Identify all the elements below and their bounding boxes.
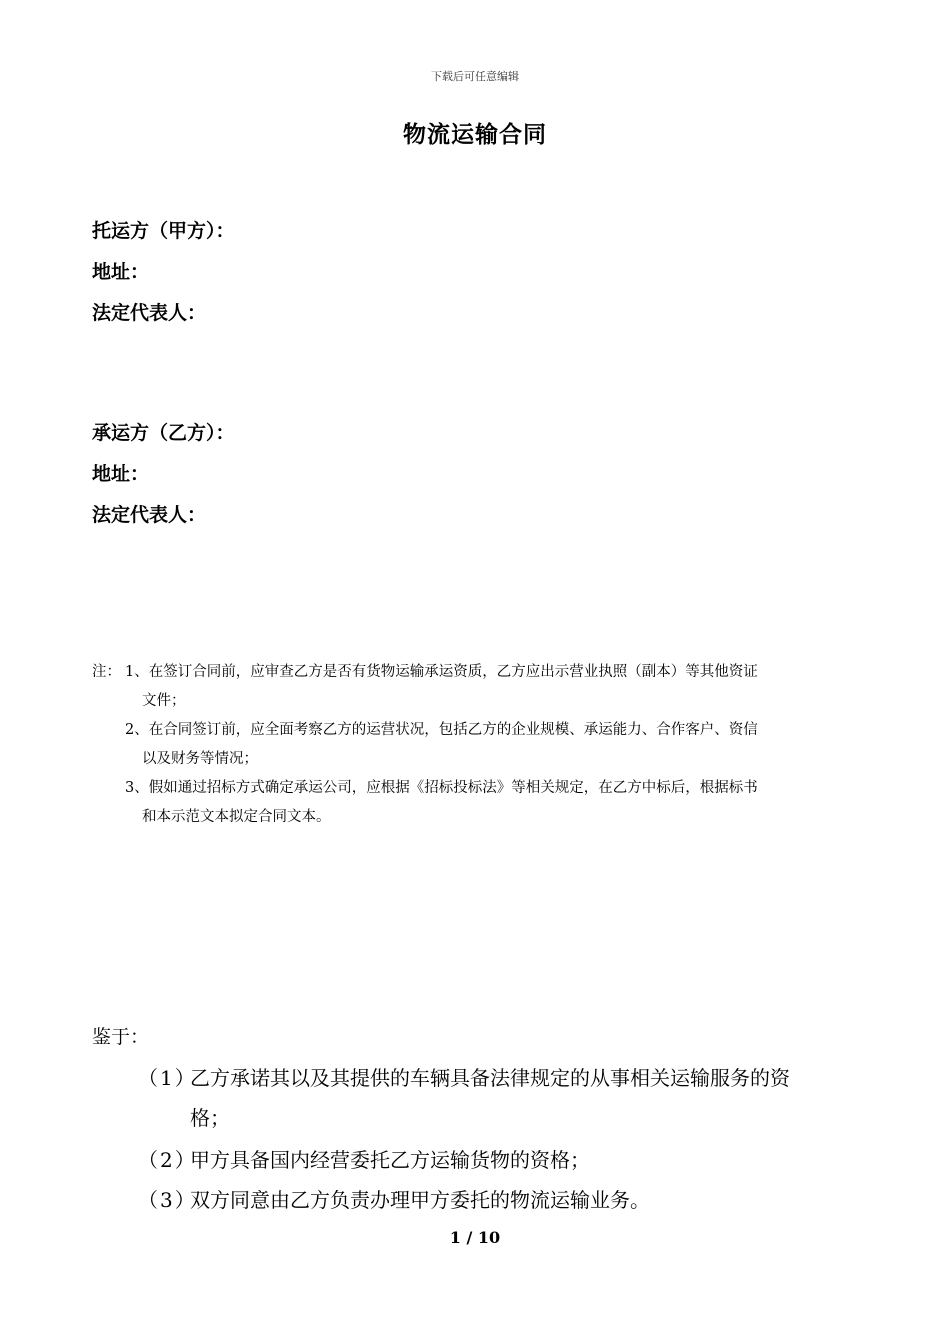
whereas-clause-3 (138, 1180, 878, 1220)
clause-1-line1: 乙方承诺其以及其提供的车辆具备法律规定的从事相关运输服务的资 (190, 1066, 790, 1090)
page-number: 1 / 10 (449, 1228, 501, 1247)
party-b-address-label: 地址： (92, 463, 150, 485)
note-3-line2: 和本示范文本拟定合同文本。 (142, 809, 331, 825)
party-a-representative-label: 法定代表人： (92, 302, 207, 324)
note-item (92, 658, 872, 716)
clause-1-number: （1） (138, 1066, 197, 1090)
whereas-clause-1 (138, 1058, 878, 1138)
whereas-label: 鉴于： (92, 1026, 150, 1048)
note-2-line1: 2、在合同签订前，应全面考察乙方的运营状况，包括乙方的企业规模、承运能力、合作客户、资信 (125, 722, 758, 738)
document-title: 物流运输合同 (403, 121, 547, 148)
whereas-clause-2 (138, 1140, 878, 1180)
party-b-representative-label: 法定代表人： (92, 504, 207, 526)
note-item (92, 716, 872, 774)
notes-prefix: 注： (92, 664, 121, 680)
clause-3-number: （3） (138, 1188, 197, 1212)
clause-2-line1: 甲方具备国内经营委托乙方运输货物的资格； (190, 1148, 590, 1172)
note-item (92, 774, 872, 832)
party-b-label: 承运方（乙方）： (92, 422, 235, 444)
note-1-line1: 1、在签订合同前，应审查乙方是否有货物运输承运资质，乙方应出示营业执照（副本）等其他资证 (125, 664, 758, 680)
note-3-line1: 3、假如通过招标方式确定承运公司，应根据《招标投标法》等相关规定，在乙方中标后，根据标书 (125, 780, 758, 796)
clause-1-line2: 格； (190, 1106, 230, 1130)
party-a-label: 托运方（甲方）： (92, 220, 235, 242)
clause-3-line1: 双方同意由乙方负责办理甲方委托的物流运输业务。 (190, 1188, 650, 1212)
notes-section (92, 658, 872, 832)
note-1-line2: 文件； (142, 693, 186, 709)
note-2-line2: 以及财务等情况； (142, 751, 258, 767)
clause-2-number: （2） (138, 1148, 197, 1172)
party-a-address-label: 地址： (92, 261, 150, 283)
header-note: 下载后可任意编辑 (431, 70, 519, 83)
